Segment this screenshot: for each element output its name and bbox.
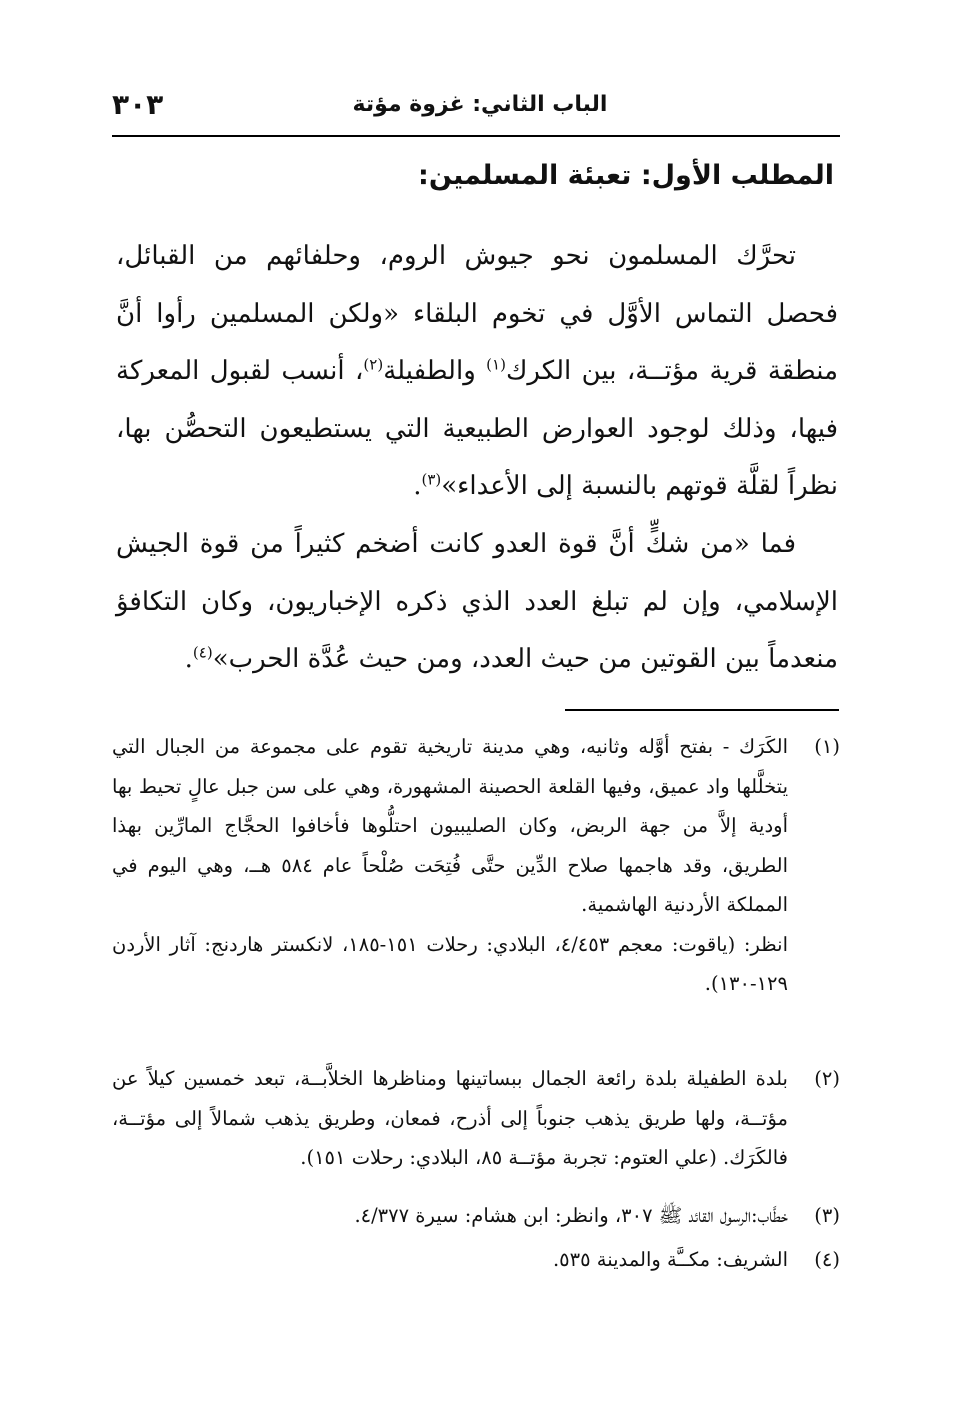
paragraph-text: فما «من شكٍّ أنَّ قوة العدو كانت أضخم كثيراً من قوة الجيش الإسلامي، وإن لم تبلغ العدد الذي ذكره الإخباريون، وكان التكافؤ منعدماً بين القوتين من حيث العدد، ومن حيث عُدَّة الحرب» <box>116 529 838 674</box>
footnote-ref-3: (٣) <box>421 470 442 489</box>
footnote-text: بلدة الطفيلة بلدة رائعة الجمال ببساتينها ومناظرها الخلاَّبــة، تبعد خمسين كيلاً عن مؤتــة، ولها طريق يذهب جنوباً إلى أذرح، فمعان، وطريق يذهب شمالاً إلى مؤتــة، فالكَرَك. (علي العتوم: تجربة مؤتــة ٨٥، البلادي: رحلات ١٥١). <box>112 1067 788 1169</box>
footnote-number: (٢) <box>814 1067 840 1090</box>
body-paragraph-1 <box>116 228 838 516</box>
footnote-text: الكَرَك - بفتح أوَّله وثانيه، وهي مدينة تاريخية تقوم على مجموعة من الجبال التي يتخلَّلها واد عميق، وفيها القلعة الحصينة المشهورة، وهي على سن جبل عالٍ تحيط بها أودية إلاَّ من جهة الربض، وكان الصليبيون احتلُّوها فأخافوا الحجَّاج المارِّين بهذا الطريق، وقد هاجمها صلاح الدِّين حتَّى فُتِحَت صُلْحاً عام ٥٨٤ هــ، وهي اليوم في المملكة الأردنية الهاشمية. <box>112 735 789 916</box>
footnote-3 <box>112 1196 840 1236</box>
footnote-reference: انظر: (ياقوت: معجم ٤/٤٥٣، البلادي: رحلات ١٥١-١٨٥، لانكستر هاردنج: آثار الأردن ١٢٩-١٣٠). <box>112 932 788 995</box>
footnote-separator <box>565 709 839 711</box>
footnote-ref-4: (٤) <box>192 643 213 662</box>
footnote-number: (٣) <box>814 1204 840 1227</box>
footnote-1 <box>112 727 840 1004</box>
footnote-number: (٤) <box>814 1248 840 1271</box>
paragraph-text: . <box>184 644 193 674</box>
running-header-title: الباب الثاني: غزوة مؤتة <box>352 92 608 117</box>
footnote-ref-2: (٢) <box>363 355 384 374</box>
body-paragraph-2 <box>116 516 838 689</box>
section-heading: المطلب الأول: تعبئة المسلمين: <box>418 160 834 191</box>
paragraph-text: ، أنسب لقبول المعركة فيها، وذلك لوجود العوارض الطبيعية التي يستطيعون التحصُّن بها، نظراً لقلَّة قوتهم بالنسبة إلى الأعداء» <box>116 356 838 501</box>
footnote-text: الشريف: مكــَّة والمدينة ٥٣٥. <box>552 1248 788 1271</box>
footnote-4 <box>112 1240 840 1280</box>
header-rule <box>112 135 840 137</box>
paragraph-text: . <box>413 471 422 501</box>
paragraph-text: والطفيلة <box>383 356 487 386</box>
footnote-number: (١) <box>814 735 840 758</box>
page-number: ٣٠٣ <box>112 88 164 121</box>
footnote-ref-1: (١) <box>486 355 506 374</box>
footnote-2 <box>112 1059 840 1178</box>
paragraph-text: تحرَّك المسلمون نحو جيوش الروم، وحلفائهم من القبائل، فحصل التماس الأوَّل في تخوم البلقاء «ولكن المسلمين رأوا أنَّ منطقة قرية مؤتــة، بين الكرك <box>116 241 839 386</box>
footnote-text: خطَّاب:الرسول القائد ﷺ ٣٠٧، وانظر: ابن هشام: سيرة ٤/٣٧٧. <box>354 1204 788 1227</box>
